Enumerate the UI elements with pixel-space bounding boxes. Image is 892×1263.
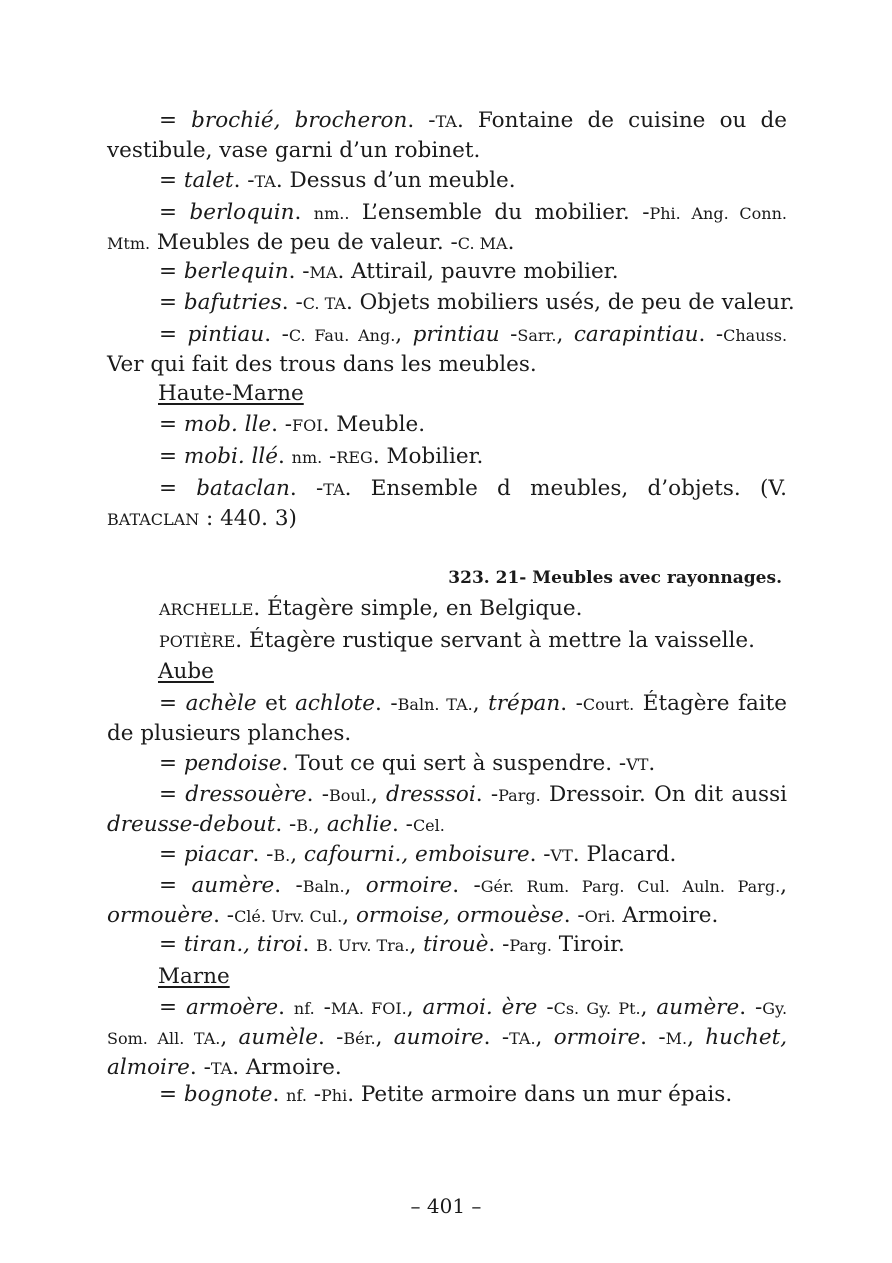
definition-text: . - [698, 322, 724, 347]
abbreviation: Court. [582, 695, 635, 714]
abbreviation: Bér. [343, 1029, 376, 1048]
section-title: 323. 21- Meubles avec rayonnages. [448, 568, 782, 588]
definition-text: , [344, 873, 366, 898]
definition-text: . - [563, 903, 585, 928]
definition-text: = [159, 290, 184, 315]
abbreviation: Gér. Rum. Parg. Cul. Auln. Parg. [480, 877, 781, 896]
entry-piacar [107, 840, 787, 870]
definition-text: . - [317, 1025, 344, 1050]
definition-text: , [472, 691, 489, 716]
lemma-form: berloquin [189, 200, 295, 225]
abbreviation: Clé. Urv. Cul. [234, 907, 343, 926]
lemma-form: bafutries [183, 290, 282, 315]
definition-text: . - [739, 995, 763, 1020]
lemma-form: dresssoi [386, 782, 476, 807]
entry-aumere [107, 871, 787, 931]
entry-mobi-lle [107, 442, 787, 472]
definition-text: : 440. 3) [199, 506, 297, 531]
entry-berlequin [107, 257, 787, 287]
abbreviation: MA. FOI. [330, 999, 407, 1018]
definition-text: = [159, 476, 197, 501]
lemma-form: tiran., tiroi [183, 932, 303, 957]
definition-text: Étagère faite de plusieurs planches. [107, 691, 788, 746]
definition-text: , [290, 842, 304, 867]
abbreviation: REG [336, 448, 373, 467]
abbreviation: Gy. Som. All. TA. [107, 999, 788, 1048]
definition-text: . Armoire. [232, 1055, 342, 1080]
lemma-form: berlequin [183, 259, 289, 284]
lemma-form: tirouè [423, 932, 489, 957]
definition-text: . - [233, 168, 255, 193]
definition-text: = [159, 691, 186, 716]
abbreviation: C. MA [457, 234, 508, 253]
definition-text: . Attirail, pauvre mobilier. [337, 259, 619, 284]
definition-text: , [640, 995, 657, 1020]
entry-talet [107, 166, 787, 196]
definition-text: . - [213, 903, 235, 928]
definition-text: . - [375, 691, 398, 716]
definition-text: - [499, 322, 518, 347]
definition-text: = [159, 168, 184, 193]
definition-text: = [159, 322, 188, 347]
lemma-form: bognote [183, 1082, 273, 1107]
definition-text: = [159, 259, 184, 284]
definition-text: Meubles de peu de valeur. - [150, 230, 458, 255]
definition-text: . - [392, 812, 413, 837]
abbreviation: Ori. [584, 907, 616, 926]
definition-text: . Ensemble d meubles, d’objets. (V. [344, 476, 787, 501]
definition-text: . Fontaine de cuisine ou de vestibule, vase garni d’un robinet. [107, 108, 788, 163]
definition-text: . [272, 1082, 287, 1107]
abbreviation: VT [550, 846, 573, 865]
abbreviation: ARCHELLE [159, 600, 254, 619]
definition-text: , [313, 812, 327, 837]
entry-brochie [107, 106, 787, 165]
definition-text: , [370, 782, 387, 807]
abbreviation: BATACLAN [107, 510, 200, 529]
lemma-form: mob. lle [183, 412, 272, 437]
abbreviation: Sarr. [517, 326, 557, 345]
entry-bafutries [107, 288, 795, 318]
definition-text: . Meuble. [322, 412, 426, 437]
abbreviation: M. [665, 1029, 688, 1048]
entry-armoere [107, 993, 787, 1083]
entry-achele [107, 689, 787, 748]
lemma-form: ormoire [365, 873, 453, 898]
abbreviation: TA [210, 1059, 233, 1078]
abbreviation: POTIÈRE [159, 632, 236, 651]
definition-text: - [306, 1082, 322, 1107]
definition-text: = [159, 995, 186, 1020]
lemma-form: armoère [185, 995, 279, 1020]
definition-text: , [780, 873, 787, 898]
definition-text: . - [560, 691, 583, 716]
lemma-form: aumère [191, 873, 275, 898]
definition-text: . [294, 200, 314, 225]
abbreviation: Boul. [329, 786, 371, 805]
abbreviation: B. [273, 846, 291, 865]
lemma-form: pintiau [187, 322, 265, 347]
abbreviation: TA. [509, 1029, 536, 1048]
definition-text: Dressoir. On dit aussi [540, 782, 787, 807]
definition-text: = [159, 200, 190, 225]
definition-text: , [220, 1025, 239, 1050]
lemma-form: ormoise, ormouèse [355, 903, 564, 928]
entry-berloquin [107, 198, 787, 258]
abbreviation: C. Fau. Ang. [288, 326, 396, 345]
lemma-form: mobi. llé [183, 444, 278, 469]
definition-text: = [159, 444, 184, 469]
definition-text: . - [288, 259, 310, 284]
definition-text: . - [189, 1055, 211, 1080]
definition-text: = [159, 842, 184, 867]
definition-text: , [375, 1025, 394, 1050]
abbreviation: Phi [321, 1086, 348, 1105]
entry-pintiau [107, 320, 787, 379]
definition-text: . - [271, 412, 293, 437]
definition-text: , [556, 322, 574, 347]
definition-text: . Étagère rustique servant à mettre la vaisselle. [235, 628, 755, 653]
abbreviation: nf. [286, 1086, 307, 1105]
abbreviation: C. TA [302, 294, 346, 313]
definition-text: . [507, 230, 515, 255]
definition-text: . - [640, 1025, 666, 1050]
lemma-form: aumèle [238, 1025, 318, 1050]
abbreviation: Parg. [498, 786, 541, 805]
lemma-form: achlie [326, 812, 392, 837]
lemma-form: huchet, almoire [107, 1025, 788, 1080]
definition-text: . Objets mobiliers usés, de peu de valeur. [345, 290, 795, 315]
entry-archelle [107, 594, 787, 624]
definition-text: , [409, 932, 424, 957]
entry-potiere [107, 626, 787, 656]
definition-text: et [256, 691, 296, 716]
lemma-form: dreusse-debout [107, 812, 276, 837]
definition-text: . - [281, 290, 303, 315]
abbreviation: nm. [291, 448, 323, 467]
definition-text: = [159, 412, 184, 437]
definition-text: . [648, 751, 656, 776]
definition-text: Armoire. [615, 903, 719, 928]
definition-text: = [159, 932, 184, 957]
abbreviation: VT [626, 755, 649, 774]
region-heading-marne: Marne [158, 964, 230, 989]
definition-text: Ver qui fait des trous dans les meubles. [107, 352, 537, 377]
definition-text: . - [452, 873, 481, 898]
abbreviation: TA [254, 172, 276, 191]
abbreviation: Parg. [509, 936, 552, 955]
lemma-form: aumère [656, 995, 740, 1020]
lemma-form: talet [183, 168, 234, 193]
definition-text: . - [306, 782, 330, 807]
definition-text: , [535, 1025, 554, 1050]
definition-text: . - [252, 842, 274, 867]
abbreviation: FOI [292, 416, 323, 435]
definition-text: . - [289, 476, 324, 501]
abbreviation: Cs. Gy. Pt. [553, 999, 641, 1018]
abbreviation: TA [435, 112, 457, 131]
definition-text: . - [264, 322, 289, 347]
definition-text: . - [407, 108, 436, 133]
lemma-form: aumoire [393, 1025, 484, 1050]
abbreviation: B. [296, 816, 314, 835]
definition-text: . Petite armoire dans un mur épais. [347, 1082, 733, 1107]
lemma-form: cafourni., emboisure [303, 842, 530, 867]
entry-bognote [107, 1080, 787, 1110]
entry-pendoise [107, 749, 787, 779]
abbreviation: Chauss. [723, 326, 788, 345]
definition-text: - [322, 444, 337, 469]
lemma-form: armoi. ère [422, 995, 538, 1020]
definition-text: . - [529, 842, 551, 867]
entry-dressouere [107, 780, 787, 840]
definition-text: = [159, 782, 186, 807]
definition-text: . Mobilier. [372, 444, 484, 469]
definition-text: . [302, 932, 317, 957]
lemma-form: pendoise [183, 751, 282, 776]
lemma-form: achèle [185, 691, 257, 716]
lemma-form: printiau [412, 322, 500, 347]
abbreviation: B. Urv. Tra. [316, 936, 410, 955]
definition-text: . Tout ce qui sert à suspendre. - [281, 751, 627, 776]
definition-text: , [395, 322, 413, 347]
definition-text: = [159, 108, 192, 133]
definition-text: - [537, 995, 554, 1020]
abbreviation: Phi. Ang. Conn. Mtm. [107, 204, 787, 253]
abbreviation: nf. [293, 999, 315, 1018]
entry-bataclan [107, 474, 787, 534]
definition-text: , [342, 903, 356, 928]
abbreviation: TA [323, 480, 345, 499]
lemma-form: bataclan [196, 476, 290, 501]
lemma-form: brochié, brocheron [191, 108, 408, 133]
lemma-form: trépan [488, 691, 561, 716]
abbreviation: Cel. [412, 816, 445, 835]
definition-text: . - [483, 1025, 510, 1050]
definition-text: . [278, 995, 294, 1020]
definition-text: . Dessus d’un meuble. [275, 168, 516, 193]
definition-text: - [314, 995, 331, 1020]
abbreviation: Baln. [302, 877, 345, 896]
lemma-form: carapintiau [573, 322, 699, 347]
definition-text: L’ensemble du mobilier. - [349, 200, 650, 225]
definition-text: , [687, 1025, 706, 1050]
page-number: – 401 – [410, 1194, 482, 1218]
definition-text: = [159, 873, 192, 898]
lemma-form: ormoire [553, 1025, 641, 1050]
lemma-form: ormouère [107, 903, 214, 928]
lemma-form: dressouère [185, 782, 307, 807]
definition-text: Tiroir. [551, 932, 625, 957]
definition-text: . - [275, 812, 297, 837]
definition-text: . [277, 444, 292, 469]
definition-text: . Étagère simple, en Belgique. [253, 596, 583, 621]
definition-text: . - [488, 932, 510, 957]
lemma-form: achlote [295, 691, 375, 716]
definition-text: . - [475, 782, 499, 807]
entry-mob-lle [107, 410, 787, 440]
abbreviation: MA [309, 263, 338, 282]
definition-text: . Placard. [572, 842, 677, 867]
region-heading-aube: Aube [158, 659, 214, 684]
entry-tiran [107, 930, 787, 960]
definition-text: , [406, 995, 423, 1020]
abbreviation: nm.. [313, 204, 350, 223]
definition-text: = [159, 751, 184, 776]
region-heading-haute-marne: Haute-Marne [158, 381, 304, 406]
definition-text: . - [274, 873, 303, 898]
definition-text: = [159, 1082, 184, 1107]
lemma-form: piacar [183, 842, 253, 867]
abbreviation: Baln. TA. [397, 695, 473, 714]
